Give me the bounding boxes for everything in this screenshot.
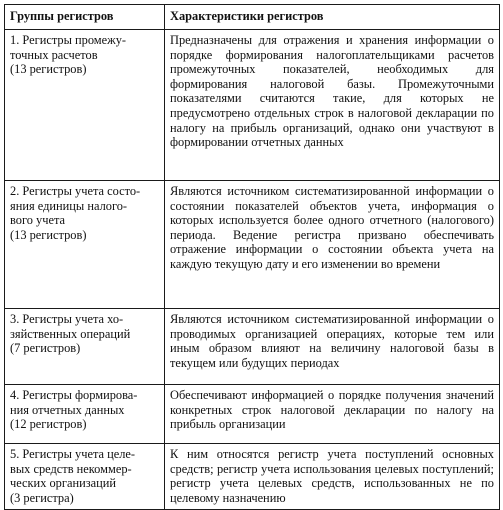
table-row (5, 309, 500, 385)
group-cell (5, 309, 165, 385)
group-line: 1. Регистры промежу- (10, 33, 127, 47)
description-cell: Являются источником систематизированной информации о состоянии показателей объектов учета, информация о которых используется более одного отчетного (налогового) периода. Ведение регистра призвано обеспечивать отражение информации о состоянии объекта учета на каждую текущую дату и его изменении во времени (165, 181, 500, 309)
group-line: (13 регистров) (10, 62, 87, 77)
group-line: 2. Регистры учета состо- (10, 184, 141, 198)
description-cell: К ним относятся регистр учета поступлений основных средств; регистр учета использования целевых поступлений; регистр учета целевых средств, использованных не по целевому назначению (165, 444, 500, 510)
group-cell (5, 385, 165, 444)
description-cell: Предназначены для отражения и хранения информации о порядке формирования налогоплательщиками расчетов промежуточных показателей, необходимых для формирования налоговой базы. Промежуточными показателями считаются такие, для которых не предусмотрено отдельных строк в налоговой декларации по налогу на прибыль организаций, однако они участвуют в формировании отчетных данных (165, 30, 500, 181)
table-header-row (5, 5, 500, 30)
description-cell: Являются источником систематизированной информации о проводимых организацией операциях, которые тем или иным образом влияют на величину налоговой базы в текущем или будущих периодах (165, 309, 500, 385)
group-line: (3 регистра) (10, 490, 74, 505)
description-cell: Обеспечивают информацией о порядке получения значений конкретных строк налоговой декларации по налогу на прибыль организации (165, 385, 500, 444)
group-line: 4. Регистры формирова- (10, 388, 138, 402)
group-cell (5, 444, 165, 510)
group-line: (12 регистров) (10, 417, 87, 432)
group-line: ческих организаций (10, 476, 117, 491)
group-line: вых средств некоммер- (10, 461, 132, 476)
registers-table (4, 4, 500, 510)
group-line: точных расчетов (10, 47, 98, 62)
header-groups: Группы регистров (5, 5, 165, 30)
table-row (5, 30, 500, 181)
group-cell (5, 30, 165, 181)
group-line: (7 регистров) (10, 341, 81, 356)
group-line: (13 регистров) (10, 227, 87, 242)
group-line: 3. Регистры учета хо- (10, 312, 124, 326)
table-row (5, 181, 500, 309)
group-line: ния отчетных данных (10, 402, 125, 417)
header-characteristics: Характеристики регистров (165, 5, 500, 30)
group-cell (5, 181, 165, 309)
group-line: яния единицы налого- (10, 198, 128, 213)
group-line: зяйственных операций (10, 326, 131, 341)
table-row (5, 385, 500, 444)
group-line: вого учета (10, 213, 66, 228)
table-row (5, 444, 500, 510)
group-line: 5. Регистры учета целе- (10, 447, 136, 461)
